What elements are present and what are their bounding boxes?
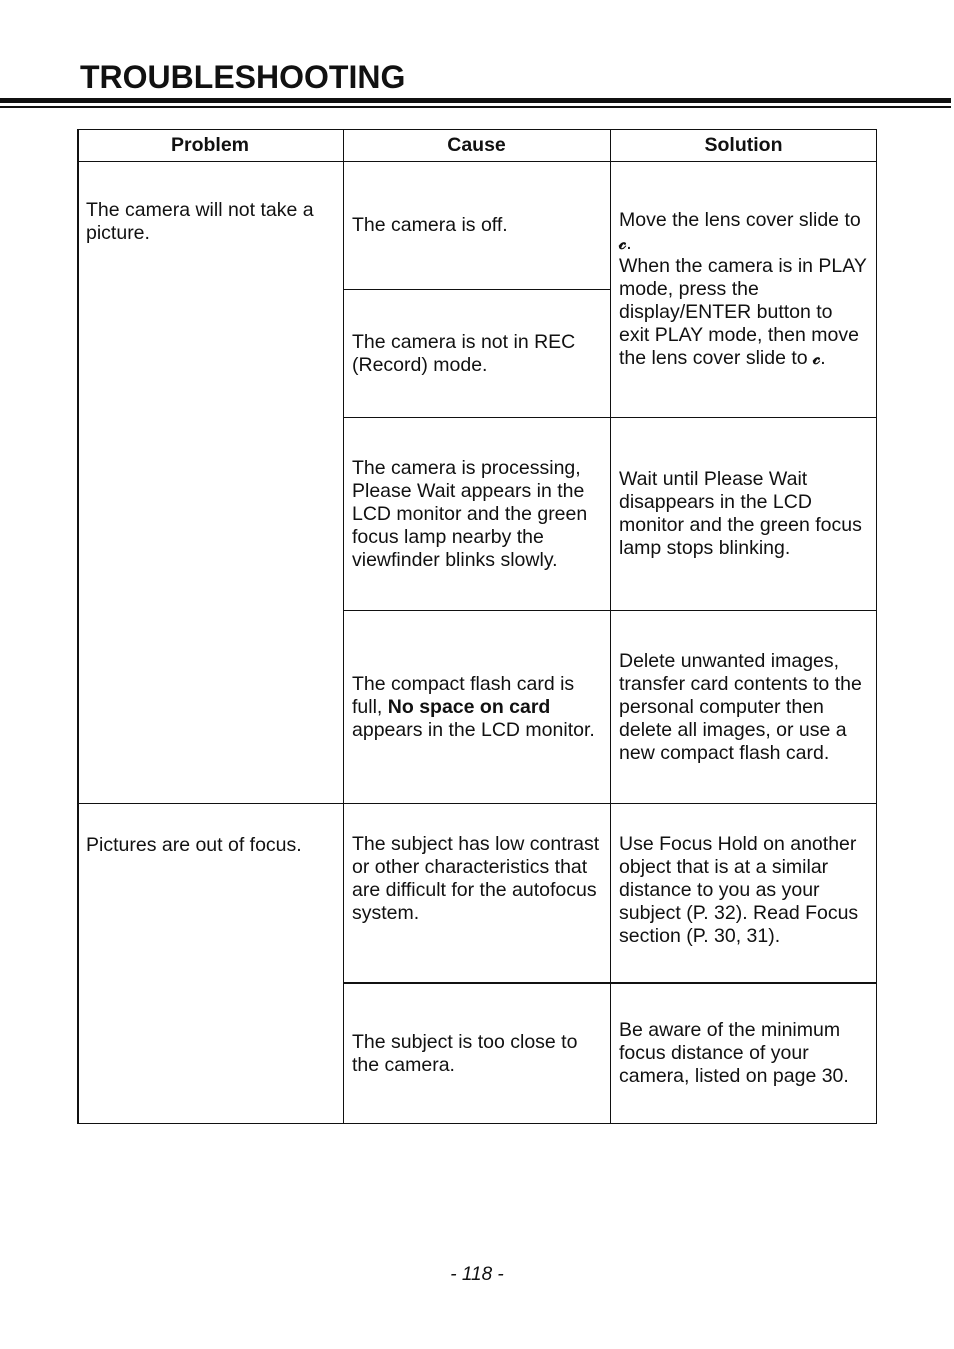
cause-text: The camera is off. xyxy=(352,214,508,236)
table-border-left xyxy=(77,129,79,1124)
cause-text: The compact flash card is full, xyxy=(352,672,575,718)
cause-cell xyxy=(343,418,610,610)
cause-text: appears in the LCD monitor. xyxy=(352,718,595,741)
solution-text: Move the lens cover slide to xyxy=(619,209,861,231)
cause-cell: The subject has low contrast or other characteristics that are difficult for the autofocus system. xyxy=(352,833,600,924)
solution-cell xyxy=(610,611,877,803)
solution-text: When the camera is in PLAY mode, press the display/ENTER button to exit PLAY mode, then move the lens cover slide to xyxy=(619,255,867,369)
title-rule-thin xyxy=(0,106,951,108)
header-cause: Cause xyxy=(447,134,506,156)
camera-record-mode-icon: 𝒸 xyxy=(813,348,821,368)
cause-text: The subject is too close to the camera. xyxy=(352,1030,578,1076)
cause-cell xyxy=(343,611,610,803)
title-rule-thick xyxy=(0,98,951,103)
page-title: TROUBLESHOOTING xyxy=(80,59,406,95)
solution-cell xyxy=(610,984,877,1123)
row-divider xyxy=(77,803,877,804)
header-solution: Solution xyxy=(704,134,783,156)
header-problem: Problem xyxy=(170,134,250,156)
cause-message-bold: No space on card xyxy=(387,695,551,718)
solution-cell xyxy=(610,418,877,610)
camera-record-mode-icon: 𝒸 xyxy=(619,233,627,253)
cause-cell xyxy=(343,984,610,1123)
solution-cell: Use Focus Hold on another object that is at a similar distance to you as your subject (P. 32). Read Focus section (P. 30, 31). xyxy=(619,833,859,947)
solution-cell: Move the lens cover slide to 𝒸. When the camera is in PLAY mode, press the display/ENTER button to exit PLAY mode, then move the lens cover slide to 𝒸. xyxy=(619,209,867,369)
table-border-bottom xyxy=(77,1123,877,1124)
cause-cell xyxy=(343,162,610,289)
page-number: - 118 - xyxy=(450,1264,504,1285)
troubleshooting-table xyxy=(77,129,877,1124)
problem-cell: The camera will not take a picture. xyxy=(86,199,314,244)
problem-cell: Pictures are out of focus. xyxy=(86,834,302,856)
cause-cell xyxy=(343,290,610,417)
cause-text: The camera is not in REC (Record) mode. xyxy=(352,330,576,376)
cause-text: The camera is processing, Please Wait appears in the LCD monitor and the green focus lamp nearby the viewfinder blinks slowly. xyxy=(352,456,588,571)
solution-text: Delete unwanted images, transfer card contents to the personal computer then delete all images, or use a new compact flash card. xyxy=(619,649,862,764)
solution-text: Be aware of the minimum focus distance of your camera, listed on page 30. xyxy=(619,1019,849,1087)
solution-text: Wait until Please Wait disappears in the LCD monitor and the green focus lamp stops blinking. xyxy=(619,468,862,559)
